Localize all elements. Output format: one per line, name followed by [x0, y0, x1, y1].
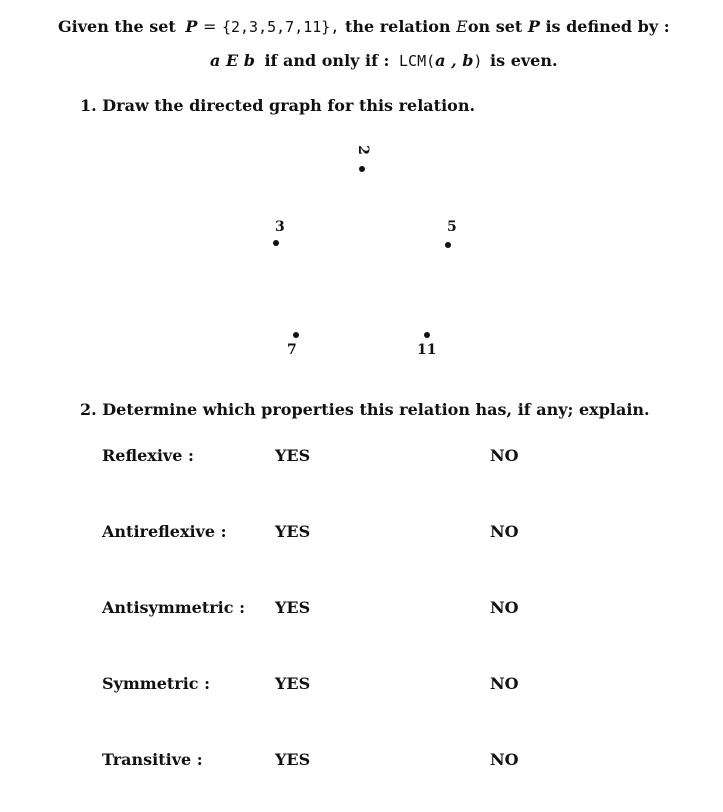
set-elements: {2,3,5,7,11},	[221, 18, 340, 36]
node-label-3: 3	[275, 219, 285, 235]
antisymmetric-yes-option[interactable]: YES	[275, 598, 311, 617]
node-dot-7[interactable]	[293, 332, 299, 338]
node-dot-11[interactable]	[424, 332, 430, 338]
reflexive-yes-option[interactable]: YES	[275, 446, 311, 465]
definition-lhs: a E b	[210, 51, 255, 70]
intro-line	[58, 17, 670, 36]
node-label-5: 5	[447, 219, 457, 235]
lcm-function: LCM(	[399, 52, 436, 70]
antireflexive-yes-option[interactable]: YES	[275, 522, 311, 541]
lcm-args: a , b	[435, 51, 474, 70]
equals-sign: =	[202, 17, 217, 36]
relation-text: the relation	[344, 17, 451, 36]
symmetric-yes-option[interactable]: YES	[275, 674, 311, 693]
symmetric-no-option[interactable]: NO	[490, 674, 519, 693]
node-dot-5[interactable]	[445, 242, 451, 248]
iff-text: if and only if :	[264, 51, 390, 70]
node-label-7: 7	[287, 342, 297, 358]
defined-by-text: is defined by :	[545, 17, 670, 36]
question-1: 1. Draw the directed graph for this relation.	[80, 96, 476, 115]
set-name-2: P	[527, 17, 540, 36]
question-2: 2. Determine which properties this relation has, if any; explain.	[80, 400, 650, 419]
property-label-symmetric: Symmetric :	[102, 674, 211, 693]
node-dot-2[interactable]	[359, 166, 365, 172]
reflexive-no-option[interactable]: NO	[490, 446, 519, 465]
transitive-no-option[interactable]: NO	[490, 750, 519, 769]
property-label-transitive: Transitive :	[102, 750, 203, 769]
relation-symbol: E	[456, 17, 468, 36]
property-label-antisymmetric: Antisymmetric :	[102, 598, 245, 617]
node-label-11: 11	[417, 342, 437, 358]
on-set-text: on set	[467, 17, 523, 36]
set-name: P	[185, 17, 198, 36]
even-text: is even.	[490, 51, 558, 70]
property-label-antireflexive: Antireflexive :	[102, 522, 227, 541]
graph-canvas[interactable]	[0, 130, 723, 370]
antireflexive-no-option[interactable]: NO	[490, 522, 519, 541]
intro-given: Given the set	[58, 17, 176, 36]
transitive-yes-option[interactable]: YES	[275, 750, 311, 769]
lcm-close: )	[473, 52, 483, 70]
node-label-2: 2	[354, 145, 371, 155]
property-label-reflexive: Reflexive :	[102, 446, 194, 465]
antisymmetric-no-option[interactable]: NO	[490, 598, 519, 617]
definition-line	[210, 51, 558, 70]
node-dot-3[interactable]	[273, 240, 279, 246]
